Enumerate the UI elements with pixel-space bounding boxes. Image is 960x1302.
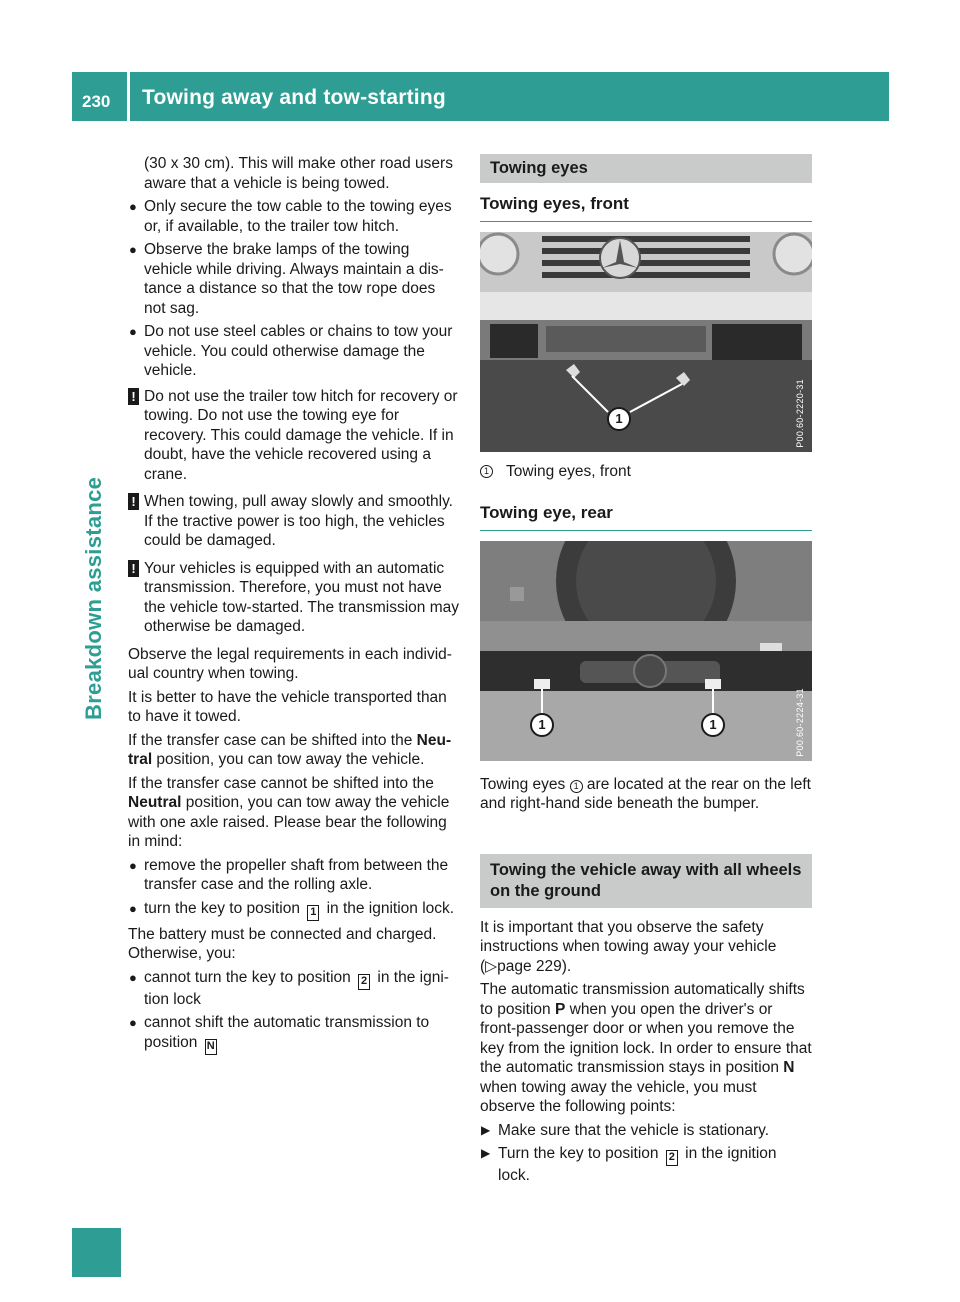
key-position-badge: N <box>205 1039 217 1055</box>
list-item: ● remove the propeller shaft from between the transfer case and the rolling axle. <box>129 856 449 893</box>
paragraph: It is important that you observe the safety instructions when towing away your vehicle (▷page 229). <box>480 918 777 975</box>
side-tab-label: Breakdown assistance <box>81 476 106 720</box>
action-arrow-icon: ▶ <box>481 1146 491 1160</box>
page-link-arrow-icon: ▷ <box>485 957 498 975</box>
action-arrow-icon: ▶ <box>481 1122 491 1137</box>
page-header <box>72 72 889 121</box>
list-item: ● Only secure the tow cable to the towing eyes or, if available, to the trailer tow hitch. <box>129 198 452 235</box>
callout-1: 1 <box>607 407 631 431</box>
paragraph: Observe the legal requirements in each individ-ual country when towing. <box>128 645 452 682</box>
warning-note: ! Your vehicles is equipped with an automatic transmission. Therefore, you must not have the vehicle tow-started. The transmission may otherwise be damaged. <box>128 559 460 637</box>
callout-ref-icon: 1 <box>480 465 493 478</box>
right-column <box>480 154 812 1190</box>
list-item: ● Observe the brake lamps of the towing vehicle while driving. Always maintain a dis-tance a distance so that the tow rope does not sag. <box>129 241 444 317</box>
warning-icon: ! <box>128 560 139 577</box>
figure-caption: 1 Towing eyes, front <box>480 462 812 482</box>
action-step: ▶ Turn the key to position 2 in the ignition lock. <box>481 1145 777 1184</box>
paragraph: If the transfer case can be shifted into the Neu-tral position, you can tow away the vehicle. <box>128 731 452 768</box>
key-position-badge: 2 <box>358 974 370 990</box>
bullet-icon: ● <box>129 324 137 339</box>
bullet-icon: ● <box>129 1015 137 1030</box>
bullet-icon: ● <box>129 969 137 985</box>
paragraph: The automatic transmission automatically shifts to position P when you open the driver's or front-passenger door or when you remove the key from the ignition lock. In order to ensure that the automatic transmission stays in position N when towing away the vehicle, you must observe the following points: <box>480 981 812 1115</box>
left-column <box>128 154 460 1059</box>
figure-code: P00.60-2220-31 <box>794 379 805 448</box>
callout-1: 1 <box>701 713 725 737</box>
warning-icon: ! <box>128 493 139 510</box>
bullet-icon: ● <box>129 900 137 916</box>
front-towing-eyes-photo <box>480 232 812 452</box>
subsection-heading: Towing eye, rear <box>480 502 812 531</box>
list-item: ● cannot turn the key to position 2 in the igni-tion lock <box>129 968 449 1008</box>
paragraph: It is better to have the vehicle transported than to have it towed. <box>128 688 447 725</box>
section-heading: Towing eyes <box>480 154 812 183</box>
section-heading: Towing the vehicle away with all wheels on the ground <box>480 854 812 908</box>
front-bumper-illustration <box>480 232 812 452</box>
paragraph: If the transfer case cannot be shifted into the Neutral position, you can tow away the vehicle with one axle raised. Please bear the following in mind: <box>128 774 450 850</box>
key-position-badge: 2 <box>666 1150 678 1166</box>
intro-text: (30 x 30 cm). This will make other road users aware that a vehicle is being towed. <box>144 155 453 192</box>
warning-icon: ! <box>128 388 139 405</box>
page-number: 230 <box>82 92 111 111</box>
action-step: ▶ Make sure that the vehicle is stationary. <box>481 1121 770 1139</box>
warning-note: ! Do not use the trailer tow hitch for recovery or towing. Do not use the towing eye for recovery. This could damage the vehicle. If in doubt, have the vehicle recovered using a crane. <box>128 387 460 485</box>
figure-code: P00.60-2224-31 <box>794 687 805 757</box>
warning-note: ! When towing, pull away slowly and smoothly. If the tractive power is too high, the vehicles could be damaged. <box>128 492 460 551</box>
subsection-heading: Towing eyes, front <box>480 193 812 222</box>
paragraph: The battery must be connected and charged. Otherwise, you: <box>128 925 437 962</box>
page-reference-link[interactable]: page 229 <box>497 957 562 975</box>
bullet-icon: ● <box>129 199 137 214</box>
list-item: ● cannot shift the automatic transmission to position N <box>128 1013 460 1055</box>
figure-caption: Towing eyes 1 are located at the rear on the left and right-hand side beneath the bumper. <box>480 775 811 812</box>
list-item: ● turn the key to position 1 in the ignition lock. <box>128 899 460 921</box>
list-item: ● Do not use steel cables or chains to tow your vehicle. You could otherwise damage the vehicle. <box>129 323 453 379</box>
callout-ref-icon: 1 <box>570 780 583 793</box>
bullet-icon: ● <box>129 242 137 257</box>
side-marker <box>72 1228 121 1277</box>
header-divider <box>127 72 130 121</box>
chapter-title: Towing away and tow-starting <box>142 86 446 109</box>
rear-towing-eye-photo <box>480 541 812 761</box>
bullet-icon: ● <box>129 857 137 873</box>
callout-1: 1 <box>530 713 554 737</box>
key-position-badge: 1 <box>307 905 319 921</box>
